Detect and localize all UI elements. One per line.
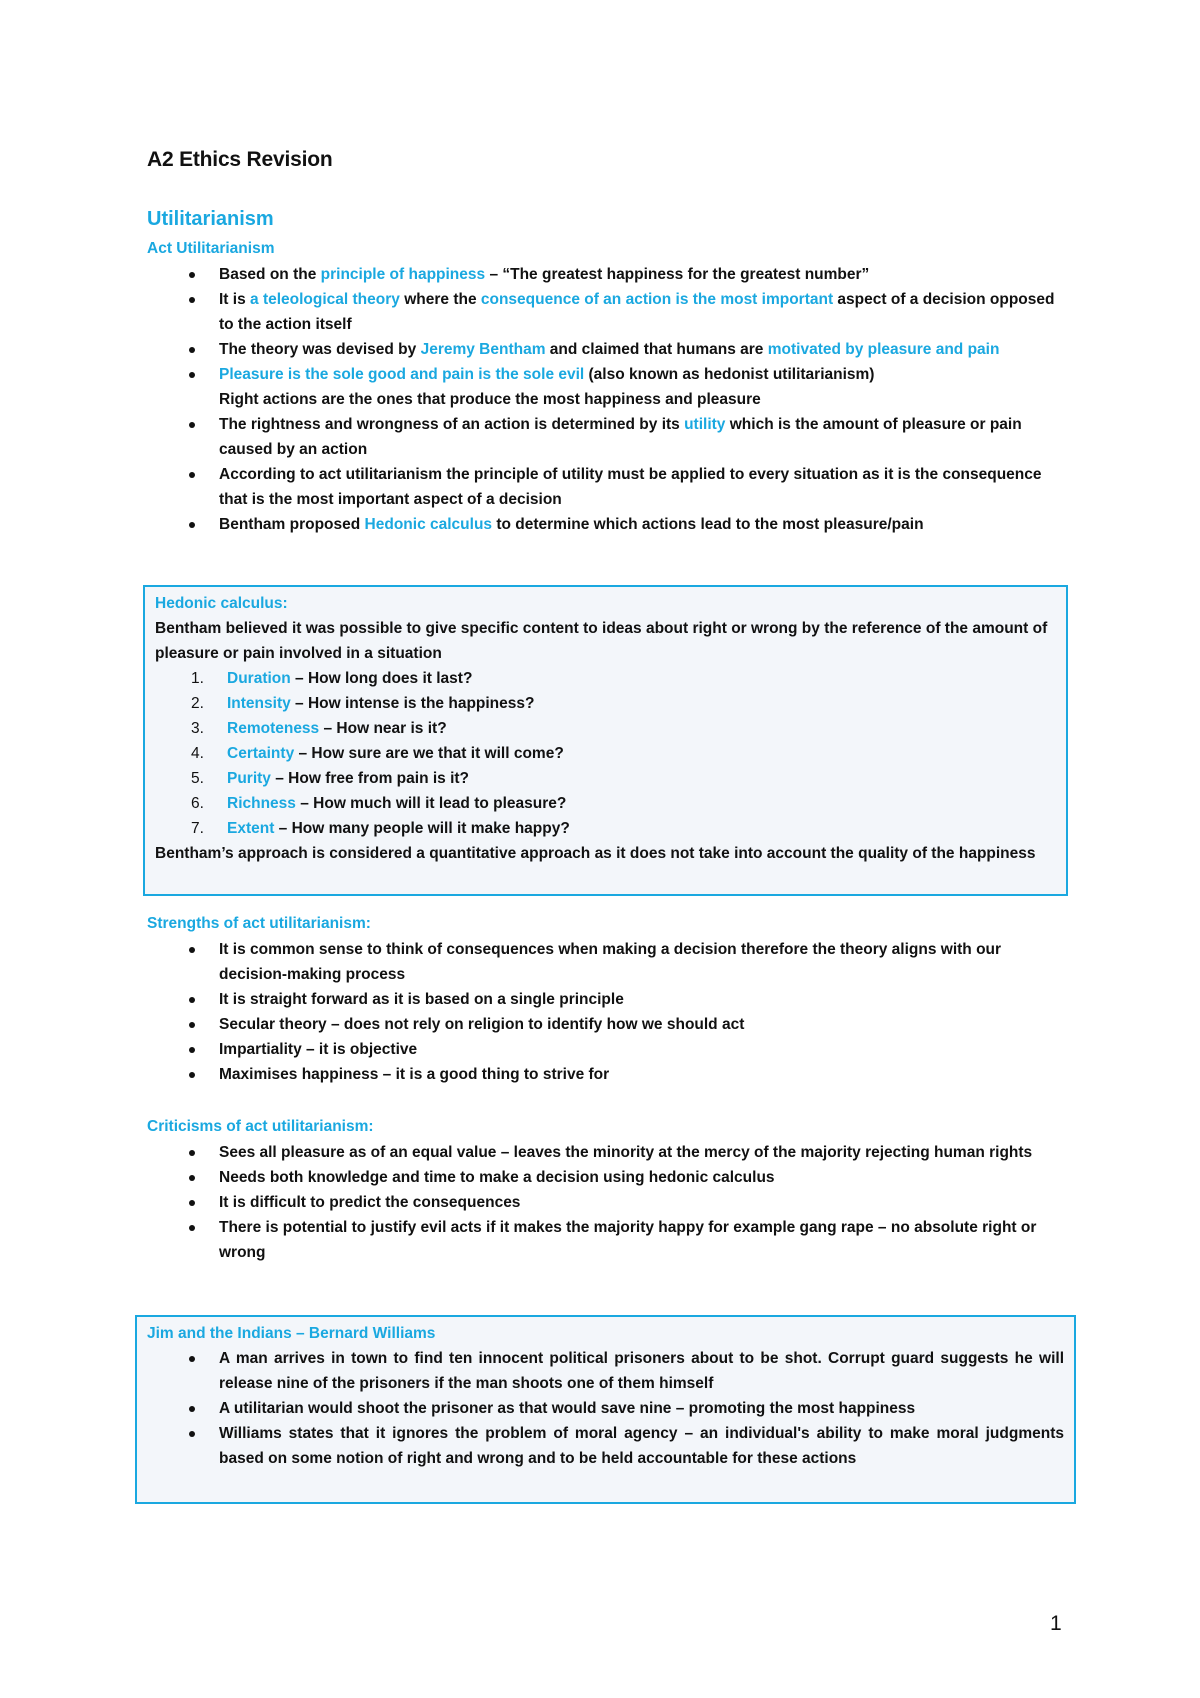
subsection-heading: Act Utilitarianism — [147, 240, 275, 257]
bullet-icon — [189, 372, 195, 378]
bullet-icon — [189, 1047, 195, 1053]
strengths-list — [147, 937, 1067, 1087]
list-item — [155, 741, 1056, 766]
criticisms-list — [147, 1140, 1067, 1265]
hedonic-criteria-list — [155, 666, 1056, 841]
list-item — [147, 1140, 1067, 1165]
list-item-text: Needs both knowledge and time to make a decision using hedonic calculus — [219, 1169, 775, 1186]
list-item — [147, 337, 1067, 362]
bullet-icon — [189, 1225, 195, 1231]
jim-box-list — [147, 1346, 1064, 1471]
list-item-text: There is potential to justify evil acts if it makes the majority happy for example gang rape – no absolute right or wrong — [219, 1219, 1037, 1261]
bullet-icon — [189, 472, 195, 478]
list-item-text: aspect of a decision opposed to the action itself — [219, 291, 1055, 333]
list-number: 3. — [191, 720, 204, 737]
list-item-text: The theory was devised by — [219, 341, 421, 358]
list-item — [147, 1396, 1064, 1421]
highlighted-term: principle of happiness — [320, 266, 486, 283]
highlighted-term: Hedonic calculus — [364, 516, 493, 533]
list-item-text: It is common sense to think of consequences when making a decision therefore the theory aligns with our decision-making process — [219, 941, 1002, 983]
highlighted-term: consequence of an action is the most important — [480, 291, 834, 308]
list-number: 6. — [191, 795, 204, 812]
bullet-icon — [189, 1406, 195, 1412]
list-item-text: where the — [399, 291, 481, 308]
list-item-text: – How many people will it make happy? — [274, 820, 570, 837]
highlighted-term: Jeremy Bentham — [420, 341, 546, 358]
highlighted-term: Remoteness — [227, 720, 320, 737]
list-item-text: – How intense is the happiness? — [290, 695, 535, 712]
list-item-text: The rightness and wrongness of an action is determined by its — [219, 416, 685, 433]
list-number: 4. — [191, 745, 204, 762]
bullet-icon — [189, 347, 195, 353]
highlighted-term: utility — [684, 416, 726, 433]
highlighted-term: Certainty — [227, 745, 295, 762]
list-item-text: Williams states that it ignores the problem of moral agency – an individual's ability to make moral judgments based on some notion of right and wrong and to be held accountable for these actions — [219, 1425, 1064, 1467]
hedonic-box-title: Hedonic calculus: — [155, 595, 288, 612]
list-item — [147, 1215, 1067, 1265]
hedonic-box-intro: Bentham believed it was possible to give specific content to ideas about right or wrong by the reference of the amount of pleasure or pain involved in a situation — [155, 620, 1048, 662]
highlighted-term: Purity — [227, 770, 271, 787]
bullet-icon — [189, 522, 195, 528]
list-item-text: which is the amount of pleasure or pain caused by an action — [219, 416, 1022, 458]
highlighted-term: motivated by pleasure and pain — [767, 341, 1000, 358]
jim-and-the-indians-box — [135, 1315, 1076, 1504]
list-item-text: Bentham proposed — [219, 516, 365, 533]
list-item — [147, 1062, 1067, 1087]
list-item-text: It is straight forward as it is based on a single principle — [219, 991, 624, 1008]
list-item — [155, 791, 1056, 816]
hedonic-box-outro: Bentham’s approach is considered a quantitative approach as it does not take into account the quality of the happiness — [155, 845, 1036, 862]
section-heading: Utilitarianism — [147, 208, 274, 230]
highlighted-term: Duration — [227, 670, 291, 687]
list-item — [147, 262, 1067, 287]
highlighted-term: Pleasure is the sole good and pain is the sole evil — [219, 366, 585, 383]
bullet-icon — [189, 297, 195, 303]
list-item — [147, 1165, 1067, 1190]
list-item-text: A man arrives in town to find ten innocent political prisoners about to be shot. Corrupt guard suggests he will release nine of the prisoners if the man shoots one of them himself — [219, 1350, 1064, 1392]
list-item — [155, 716, 1056, 741]
bullet-icon — [189, 947, 195, 953]
list-item-text: – How much will it lead to pleasure? — [295, 795, 567, 812]
bullet-icon — [189, 1175, 195, 1181]
list-item-text: Secular theory – does not rely on religion to identify how we should act — [219, 1016, 745, 1033]
list-item-text: – How near is it? — [319, 720, 447, 737]
list-item — [147, 462, 1067, 512]
act-utilitarianism-list — [147, 262, 1067, 537]
list-item — [147, 512, 1067, 537]
list-item — [155, 816, 1056, 841]
list-item — [147, 1346, 1064, 1396]
list-item — [147, 287, 1067, 337]
bullet-icon — [189, 422, 195, 428]
list-item-text: – How long does it last? — [290, 670, 473, 687]
highlighted-term: a teleological theory — [250, 291, 400, 308]
list-item-text: Sees all pleasure as of an equal value – leaves the minority at the mercy of the majority rejecting human rights — [219, 1144, 1033, 1161]
list-item — [147, 1037, 1067, 1062]
list-item — [155, 691, 1056, 716]
list-item — [155, 666, 1056, 691]
highlighted-term: Extent — [227, 820, 275, 837]
list-number: 5. — [191, 770, 204, 787]
list-item — [147, 987, 1067, 1012]
list-item-text: – How sure are we that it will come? — [294, 745, 564, 762]
bullet-icon — [189, 1356, 195, 1362]
list-item — [147, 1190, 1067, 1215]
bullet-icon — [189, 1022, 195, 1028]
highlighted-term: Richness — [227, 795, 296, 812]
bullet-icon — [189, 1072, 195, 1078]
list-item — [147, 1012, 1067, 1037]
highlighted-term: Intensity — [227, 695, 291, 712]
list-item-text: A utilitarian would shoot the prisoner as that would save nine – promoting the most happiness — [219, 1400, 916, 1417]
bullet-icon — [189, 997, 195, 1003]
list-item — [147, 362, 1067, 412]
list-item — [147, 1421, 1064, 1471]
list-number: 1. — [191, 670, 204, 687]
list-item-text: It is — [219, 291, 251, 308]
page-number: 1 — [1050, 1612, 1062, 1635]
list-item-text: – How free from pain is it? — [270, 770, 470, 787]
list-item-text: Right actions are the ones that produce the most happiness and pleasure — [219, 391, 761, 408]
list-item — [155, 766, 1056, 791]
bullet-icon — [189, 1200, 195, 1206]
bullet-icon — [189, 272, 195, 278]
list-item-text: Based on the — [219, 266, 321, 283]
bullet-icon — [189, 1431, 195, 1437]
list-item — [147, 937, 1067, 987]
jim-box-title: Jim and the Indians – Bernard Williams — [147, 1325, 436, 1342]
criticisms-heading: Criticisms of act utilitarianism: — [147, 1118, 374, 1135]
list-item-text: and claimed that humans are — [545, 341, 768, 358]
list-number: 7. — [191, 820, 204, 837]
list-number: 2. — [191, 695, 204, 712]
list-item — [147, 412, 1067, 462]
strengths-heading: Strengths of act utilitarianism: — [147, 915, 371, 932]
list-item-text: According to act utilitarianism the principle of utility must be applied to every situation as it is the consequence that is the most important aspect of a decision — [219, 466, 1042, 508]
list-item-text: Impartiality – it is objective — [219, 1041, 418, 1058]
list-item-text: Maximises happiness – it is a good thing to strive for — [219, 1066, 610, 1083]
hedonic-calculus-box — [143, 585, 1068, 896]
list-item-text: – “The greatest happiness for the greatest number” — [485, 266, 870, 283]
list-item-text: It is difficult to predict the consequences — [219, 1194, 521, 1211]
bullet-icon — [189, 1150, 195, 1156]
document-title: A2 Ethics Revision — [147, 148, 333, 171]
list-item-text: to determine which actions lead to the most pleasure/pain — [492, 516, 924, 533]
list-item-text: (also known as hedonist utilitarianism) — [584, 366, 875, 383]
